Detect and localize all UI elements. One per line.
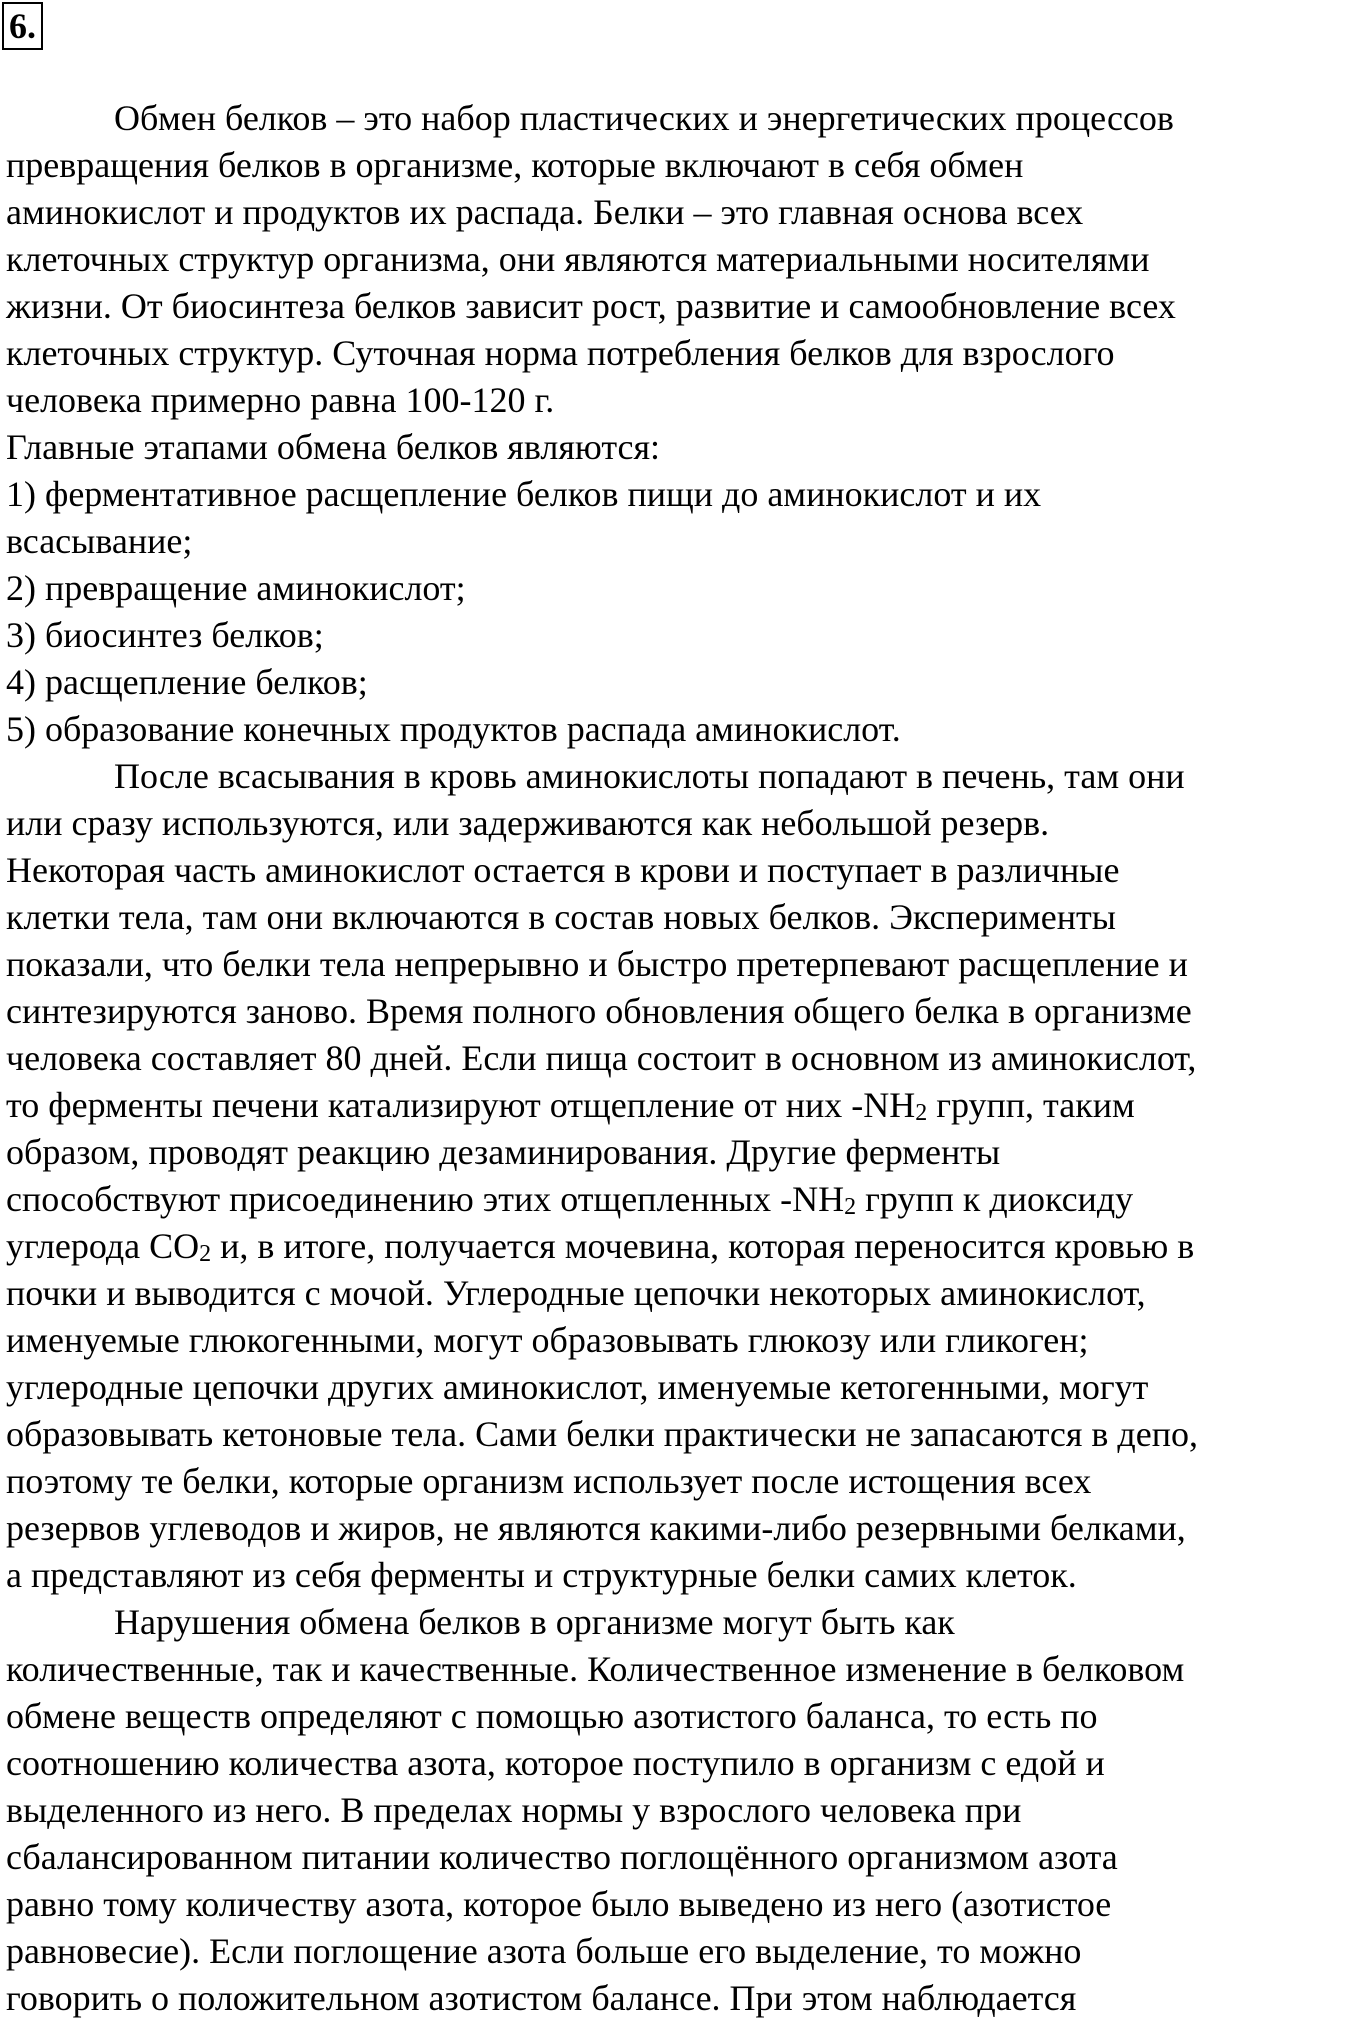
text-line-content: образовывать кетоновые тела. Сами белки практически не запасаются в депо,: [6, 1414, 1198, 1454]
text-line-content: Обмен белков – это набор пластических и энергетических процессов: [114, 98, 1174, 138]
text-line: [6, 1787, 1198, 1834]
text-line-content: После всасывания в кровь аминокислоты попадают в печень, там они: [114, 756, 1185, 796]
text-line: [6, 1599, 1198, 1646]
text-line: [6, 565, 1198, 612]
text-line: [6, 377, 1198, 424]
text-line-content: Главные этапами обмена белков являются:: [6, 427, 661, 467]
text-line-continuation: групп к диоксиду: [856, 1179, 1134, 1219]
text-line: [6, 1035, 1198, 1082]
text-line-content: 1) ферментативное расщепление белков пищи до аминокислот и их: [6, 474, 1042, 514]
text-line: [6, 612, 1198, 659]
text-line-content: превращения белков в организме, которые включают в себя обмен: [6, 145, 1024, 185]
text-line-content: человека примерно равна 100-120 г.: [6, 380, 555, 420]
text-line-content: показали, что белки тела непрерывно и быстро претерпевают расщепление и: [6, 944, 1188, 984]
text-line: [6, 1834, 1198, 1881]
subscript: 2: [844, 1194, 857, 1220]
text-line-content: почки и выводится с мочой. Углеродные цепочки некоторых аминокислот,: [6, 1273, 1146, 1313]
text-line: [6, 894, 1198, 941]
text-line-content: а представляют из себя ферменты и структурные белки самих клеток.: [6, 1555, 1077, 1595]
text-line: [6, 753, 1198, 800]
text-line-content: клетки тела, там они включаются в состав новых белков. Эксперименты: [6, 897, 1116, 937]
text-line: [6, 1928, 1198, 1975]
text-line: [6, 1693, 1198, 1740]
text-line-content: равновесие). Если поглощение азота больше его выделение, то можно: [6, 1931, 1082, 1971]
text-line: [6, 471, 1198, 518]
text-line: [6, 142, 1198, 189]
task-number: 6.: [2, 2, 43, 50]
text-line: [6, 659, 1198, 706]
text-line: [6, 1411, 1198, 1458]
subscript: 2: [915, 1100, 928, 1126]
text-line-content: Некоторая часть аминокислот остается в крови и поступает в различные: [6, 850, 1120, 890]
text-line: [6, 1317, 1198, 1364]
text-line-content: 3) биосинтез белков;: [6, 615, 324, 655]
text-line: [6, 941, 1198, 988]
text-line: [6, 1129, 1198, 1176]
text-line-content: углеродные цепочки других аминокислот, именуемые кетогенными, могут: [6, 1367, 1149, 1407]
text-line-content: клеточных структур. Суточная норма потребления белков для взрослого: [6, 333, 1115, 373]
text-line-content: именуемые глюкогенными, могут образовывать глюкозу или гликоген;: [6, 1320, 1089, 1360]
subscript: 2: [199, 1241, 212, 1267]
text-line: [6, 847, 1198, 894]
text-line-content: способствуют присоединению этих отщепленных -NH: [6, 1179, 845, 1219]
text-line-content: поэтому те белки, которые организм использует после истощения всех: [6, 1461, 1092, 1501]
text-line: [6, 424, 1198, 471]
text-line: [6, 988, 1198, 1035]
text-line-continuation: и, в итоге, получается мочевина, которая переносится кровью в: [211, 1226, 1195, 1266]
text-line-content: всасывание;: [6, 521, 193, 561]
text-line: [6, 1458, 1198, 1505]
text-line: [6, 1646, 1198, 1693]
text-line: [6, 1270, 1198, 1317]
text-line: [6, 1505, 1198, 1552]
text-line-content: Нарушения обмена белков в организме могут быть как: [114, 1602, 955, 1642]
text-line-content: обмене веществ определяют с помощью азотистого баланса, то есть по: [6, 1696, 1098, 1736]
text-line: [6, 1223, 1198, 1270]
text-line: [6, 283, 1198, 330]
text-line: [6, 1552, 1198, 1599]
text-line: [6, 800, 1198, 847]
text-line-content: 2) превращение аминокислот;: [6, 568, 466, 608]
text-line-content: сбалансированном питании количество поглощённого организмом азота: [6, 1837, 1118, 1877]
text-line-content: или сразу используются, или задерживаются как небольшой резерв.: [6, 803, 1050, 843]
text-line: [6, 1975, 1198, 2022]
text-line-content: углерода CO: [6, 1226, 200, 1266]
text-line-content: соотношению количества азота, которое поступило в организм с едой и: [6, 1743, 1105, 1783]
text-line-content: аминокислот и продуктов их распада. Белки – это главная основа всех: [6, 192, 1084, 232]
text-line-content: говорить о положительном азотистом балансе. При этом наблюдается: [6, 1978, 1077, 2018]
text-line-content: синтезируются заново. Время полного обновления общего белка в организме: [6, 991, 1192, 1031]
text-line-content: резервов углеводов и жиров, не являются какими-либо резервными белками,: [6, 1508, 1186, 1548]
text-line-content: образом, проводят реакцию дезаминирования. Другие ферменты: [6, 1132, 1001, 1172]
text-line-content: то ферменты печени катализируют отщепление от них -NH: [6, 1085, 916, 1125]
text-line-content: равно тому количеству азота, которое было выведено из него (азотистое: [6, 1884, 1112, 1924]
text-line-content: выделенного из него. В пределах нормы у взрослого человека при: [6, 1790, 1022, 1830]
text-line: [6, 95, 1198, 142]
text-line-continuation: групп, таким: [927, 1085, 1135, 1125]
text-line: [6, 1364, 1198, 1411]
text-line-content: 5) образование конечных продуктов распада аминокислот.: [6, 709, 901, 749]
text-line: [6, 189, 1198, 236]
document-text: [6, 95, 1198, 2022]
text-line: [6, 1740, 1198, 1787]
text-line-content: жизни. От биосинтеза белков зависит рост, развитие и самообновление всех: [6, 286, 1176, 326]
text-line-content: человека составляет 80 дней. Если пища состоит в основном из аминокислот,: [6, 1038, 1197, 1078]
text-line: [6, 1881, 1198, 1928]
text-line: [6, 330, 1198, 377]
text-line: [6, 706, 1198, 753]
text-line-content: клеточных структур организма, они являются материальными носителями: [6, 239, 1150, 279]
text-line: [6, 518, 1198, 565]
text-line: [6, 236, 1198, 283]
text-line: [6, 1082, 1198, 1129]
text-line: [6, 1176, 1198, 1223]
text-line-content: 4) расщепление белков;: [6, 662, 368, 702]
text-line-content: количественные, так и качественные. Количественное изменение в белковом: [6, 1649, 1185, 1689]
